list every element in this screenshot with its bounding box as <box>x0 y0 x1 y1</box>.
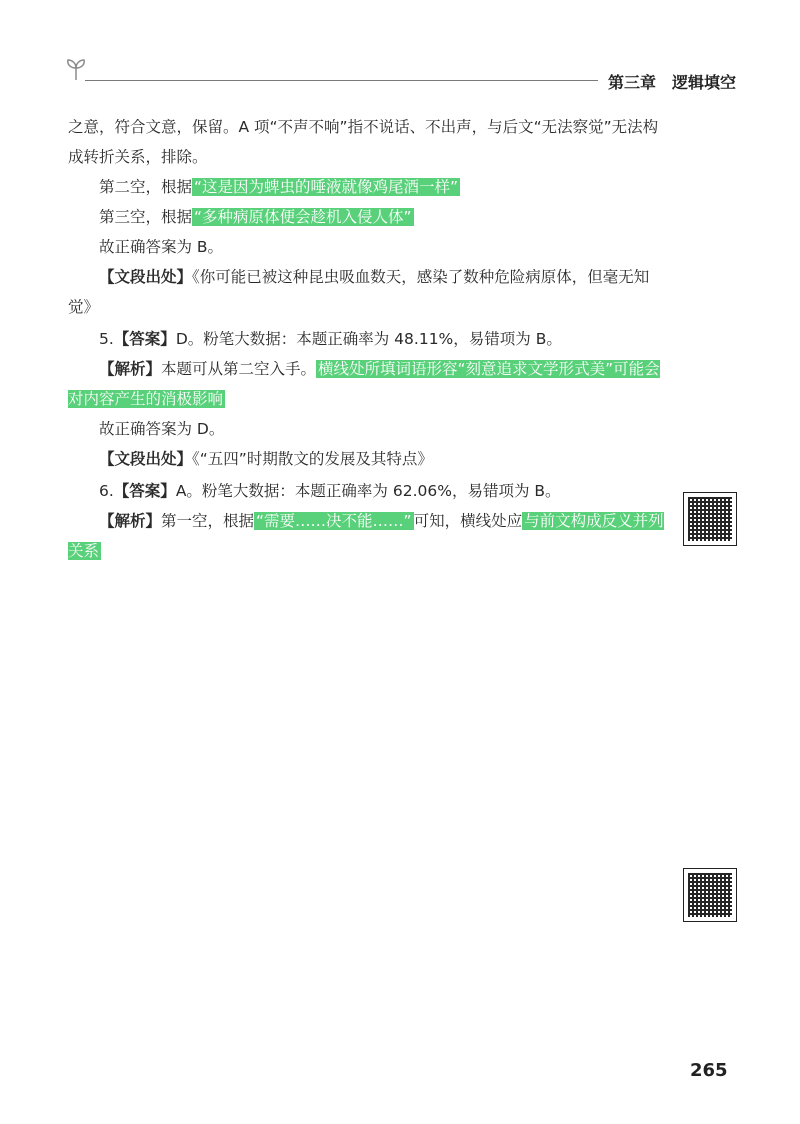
chapter-label: 第三章 <box>608 73 657 92</box>
analysis-tag: 【解析】 <box>99 360 162 378</box>
answer-tag: 【答案】 <box>113 330 176 348</box>
q5-answer: 故正确答案为 D。 <box>99 420 225 438</box>
answer-tag: 【答案】 <box>113 482 176 500</box>
highlighted-phrase: 与前文构成反义并列关系 <box>68 512 664 560</box>
q6-analysis: 【解析】第一空，根据 “需要……决不能……” 可知，横线处应 与前文构成反义并列关系 <box>68 512 664 560</box>
highlighted-phrase: “需要……决不能……” <box>256 512 412 530</box>
q5-source <box>68 444 668 474</box>
header-title <box>608 70 736 93</box>
q5-analysis: 【解析】本题可从第二空入手。 横线处所填词语形容“刻意追求文学形式美”可能会对内容产生的消极影响 <box>68 360 660 408</box>
analysis-tag: 【解析】 <box>99 512 162 530</box>
q4-second-blank: 第二空，根据 “这是因为蜱虫的唾液就像鸡尾酒一样” <box>99 178 459 196</box>
q4-answer: 故正确答案为 B。 <box>99 238 224 256</box>
source-text: 《你可能已被这种昆虫吸血数天，感染了数种危险病原体，但毫无知觉》 <box>68 268 650 316</box>
page-number: 265 <box>690 1060 728 1081</box>
q4-third-blank: 第三空，根据 “多种病原体便会趁机入侵人体” <box>99 208 412 226</box>
q6-answer-line: 6.【答案】A。粉笔大数据：本题正确率为 62.06%，易错项为 B。 <box>99 482 561 500</box>
main-content <box>68 112 668 566</box>
q4-continuation: 之意，符合文意，保留。A 项“不声不响”指不说话、不出声，与后文“无法察觉”无法构成转折关系，排除。 <box>68 118 659 166</box>
q4-source <box>68 262 668 322</box>
highlighted-phrase: 横线处所填词语形容“刻意追求文学形式美”可能会对内容产生的消极影响 <box>68 360 660 408</box>
highlighted-phrase: “多种病原体便会趁机入侵人体” <box>194 208 412 226</box>
source-tag: 【文段出处】 <box>99 450 193 468</box>
header-rule <box>85 80 598 81</box>
section-label: 逻辑填空 <box>672 73 737 92</box>
highlighted-phrase: “这是因为蜱虫的唾液就像鸡尾酒一样” <box>194 178 459 196</box>
qr-code-icon[interactable] <box>683 868 737 922</box>
q5-answer-line: 5.【答案】D。粉笔大数据：本题正确率为 48.11%，易错项为 B。 <box>99 330 562 348</box>
source-text: 《“五四”时期散文的发展及其特点》 <box>192 450 433 468</box>
source-tag: 【文段出处】 <box>99 268 193 286</box>
qr-code-icon[interactable] <box>683 492 737 546</box>
